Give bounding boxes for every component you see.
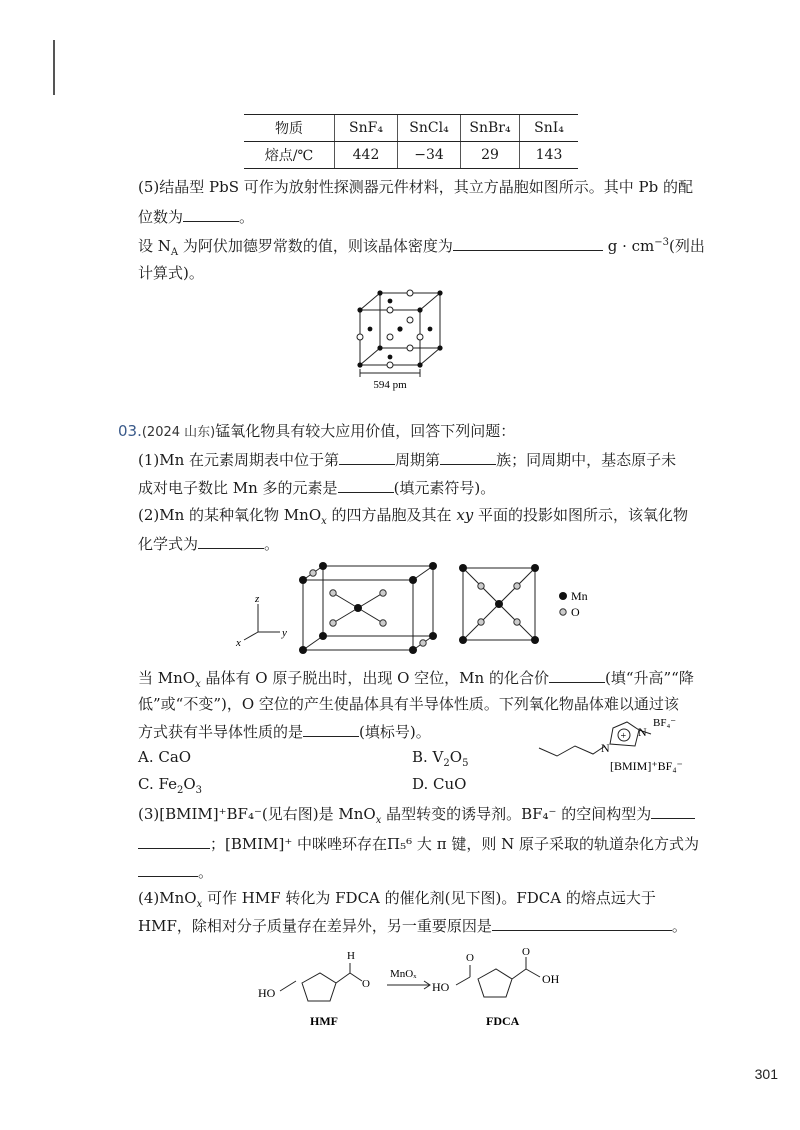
q03-text: (填“升高”“降 bbox=[604, 669, 694, 687]
answer-blank[interactable] bbox=[183, 205, 239, 222]
table-row-label: 熔点/℃ bbox=[244, 142, 335, 169]
s-atom bbox=[387, 307, 393, 313]
table-header-cell: SnF₄ bbox=[335, 115, 398, 142]
s-atom bbox=[387, 334, 393, 340]
bmim-plus-label: + bbox=[620, 731, 627, 742]
mn-atom bbox=[299, 646, 307, 654]
q03-part3-line2 bbox=[138, 832, 699, 855]
q5-line-4: 计算式)。 bbox=[138, 264, 204, 282]
mn-atom bbox=[429, 562, 437, 570]
q03-text: 平面的投影如图所示，该氧化物 bbox=[473, 506, 689, 524]
pb-atom bbox=[388, 355, 393, 360]
q03-part4-line2 bbox=[138, 914, 687, 937]
q03-text: 。 bbox=[264, 535, 280, 553]
hmf-ho-label: HO bbox=[258, 986, 276, 1000]
s-atom bbox=[387, 362, 393, 368]
q5-line-3 bbox=[138, 234, 705, 257]
axis-y-label: y bbox=[282, 627, 287, 639]
q03-part3-line1 bbox=[138, 802, 695, 825]
answer-blank[interactable] bbox=[492, 914, 672, 931]
fdca-oh-label: OH bbox=[542, 972, 560, 986]
option-c-text: C. Fe bbox=[138, 775, 177, 793]
mn-atom bbox=[319, 562, 327, 570]
fdca-o-label: O bbox=[466, 952, 474, 964]
s-atom bbox=[357, 334, 363, 340]
q03-sub: x bbox=[196, 899, 203, 910]
pb-atom bbox=[397, 326, 402, 331]
axis-z-label: z bbox=[255, 593, 260, 605]
pb-atom bbox=[428, 327, 433, 332]
q03-text: (填标号)。 bbox=[359, 723, 431, 741]
q03-sub: x bbox=[321, 516, 327, 527]
mn-atom bbox=[409, 576, 417, 584]
hmf-o-label: O bbox=[362, 978, 370, 990]
q03-text: 可作 HMF 转化为 FDCA 的催化剂(见下图)。FDCA 的熔点远大于 bbox=[202, 889, 656, 907]
legend-o-label: O bbox=[571, 605, 580, 619]
q03-part2-line4: 低”或“不变”)，O 空位的产生使晶体具有半导体性质。下列氧化物晶体难以通过该 bbox=[138, 695, 679, 713]
q5-text: 为阿伏加德罗常数的值，则该晶体密度为 bbox=[178, 237, 453, 255]
margin-rule bbox=[53, 40, 55, 95]
pb-atom bbox=[437, 345, 442, 350]
bmim-bf4-label: BF₄⁻ bbox=[653, 717, 677, 729]
axes bbox=[244, 604, 280, 640]
answer-blank[interactable] bbox=[138, 832, 210, 849]
answer-blank[interactable] bbox=[339, 448, 395, 465]
mn-atom bbox=[409, 646, 417, 654]
fdca-caption: FDCA bbox=[486, 1014, 520, 1028]
option-c-sub: 3 bbox=[195, 785, 203, 796]
question-source: (2024 山东) bbox=[141, 425, 216, 440]
option-b-sub: 2 bbox=[443, 758, 450, 769]
table-header-cell: 物质 bbox=[244, 115, 335, 142]
q03-text: 周期第 bbox=[395, 451, 441, 469]
table-header-cell: SnCl₄ bbox=[398, 115, 461, 142]
q03-text: 族；同周期中，基态原子未 bbox=[496, 451, 677, 469]
option-b-sub: 5 bbox=[462, 758, 469, 769]
q5-text: 。 bbox=[239, 208, 255, 226]
pb-atom bbox=[377, 290, 382, 295]
o-atom bbox=[380, 620, 386, 626]
fdca-o-label: O bbox=[522, 946, 530, 958]
s-atom bbox=[407, 345, 413, 351]
mn-atom bbox=[429, 632, 437, 640]
q03-text: (2)Mn 的某种氧化物 MnO bbox=[138, 506, 322, 524]
fdca-ho-label: HO bbox=[432, 980, 450, 994]
q5-unit: g · cm bbox=[607, 237, 655, 255]
q03-text: (4)MnO bbox=[138, 889, 197, 907]
mn-atom bbox=[354, 604, 362, 612]
q03-text: xy bbox=[456, 506, 474, 524]
q03-text: (3)[BMIM]⁺BF₄⁻(见右图)是 MnO bbox=[138, 805, 376, 823]
bmim-caption: [BMIM]⁺BF₄⁻ bbox=[610, 759, 683, 773]
mn-atom bbox=[531, 564, 539, 572]
hmf-ch2-bond bbox=[280, 981, 296, 991]
table-row bbox=[244, 142, 578, 169]
q03-text: 方式获有半导体性质的是 bbox=[138, 723, 304, 741]
q5-sup: −3 bbox=[654, 237, 669, 248]
pb-atom bbox=[417, 362, 422, 367]
axis-x-label: x bbox=[236, 637, 241, 649]
q03-part1-line2 bbox=[138, 476, 495, 499]
table-cell: 29 bbox=[461, 142, 520, 169]
q03-part2-line1 bbox=[138, 504, 688, 526]
hmf-to-fdca-scheme bbox=[250, 945, 590, 1035]
mnox-cell-figure bbox=[228, 560, 608, 660]
answer-blank[interactable] bbox=[138, 860, 198, 877]
option-c[interactable] bbox=[138, 773, 202, 795]
hmf-caption: HMF bbox=[310, 1014, 338, 1028]
bmim-structure-figure bbox=[535, 708, 695, 778]
table-cell: 442 bbox=[335, 142, 398, 169]
q03-sub: x bbox=[375, 815, 382, 826]
q03-text: 化学式为 bbox=[138, 535, 199, 553]
o-atom bbox=[380, 590, 386, 596]
pb-atom bbox=[357, 307, 362, 312]
q5-text: (列出 bbox=[668, 237, 705, 255]
o-atom bbox=[514, 583, 520, 589]
pb-atom bbox=[377, 345, 382, 350]
q03-text: ；[BMIM]⁺ 中咪唑环存在Π₅⁶ 大 π 键，则 N 原子采取的轨道杂化方式为 bbox=[210, 835, 699, 853]
s-atom bbox=[407, 290, 413, 296]
q03-part1-line1 bbox=[138, 448, 676, 471]
table-cell: −34 bbox=[398, 142, 461, 169]
q03-part2-line5 bbox=[138, 720, 431, 743]
q5-text: 位数为 bbox=[138, 208, 184, 226]
answer-blank[interactable] bbox=[453, 234, 603, 251]
answer-blank[interactable] bbox=[549, 666, 605, 683]
o-atom bbox=[310, 570, 316, 576]
table-header-row bbox=[244, 115, 578, 142]
mn-atom bbox=[531, 636, 539, 644]
pb-atom bbox=[388, 299, 393, 304]
mn-atom bbox=[319, 632, 327, 640]
pb-atom bbox=[417, 307, 422, 312]
q03-text: 成对电子数比 Mn 多的元素是 bbox=[138, 479, 338, 497]
o-atom bbox=[330, 590, 336, 596]
q03-text: 的四方晶胞及其在 bbox=[326, 506, 457, 524]
q03-part3-line3 bbox=[138, 860, 213, 883]
option-d[interactable]: D. CuO bbox=[412, 775, 467, 793]
q03-text: 晶体有 O 原子脱出时，出现 O 空位，Mn 的化合价 bbox=[200, 669, 549, 687]
option-b-text: O bbox=[449, 748, 463, 766]
answer-blank[interactable] bbox=[440, 448, 496, 465]
hmf-h-label: H bbox=[347, 950, 355, 962]
o-atom bbox=[330, 620, 336, 626]
q03-part2-line2 bbox=[138, 532, 279, 555]
option-b-text: B. V bbox=[412, 748, 444, 766]
pb-atom bbox=[368, 327, 373, 332]
q5-text: 设 N bbox=[138, 237, 171, 255]
q03-sub: x bbox=[195, 679, 201, 690]
option-c-sub: 2 bbox=[176, 785, 184, 796]
o-atom bbox=[478, 619, 484, 625]
answer-blank[interactable] bbox=[198, 532, 264, 549]
fdca-furan-ring bbox=[478, 969, 512, 997]
question-number: 03. bbox=[118, 422, 142, 440]
q5-line-1: (5)结晶型 PbS 可作为放射性探测器元件材料，其立方晶胞如图所示。其中 Pb 的配 bbox=[138, 178, 693, 196]
bmim-n-label: N bbox=[638, 725, 647, 739]
bmim-n-label: N bbox=[601, 741, 610, 755]
legend-mn-marker bbox=[559, 592, 567, 600]
s-atom bbox=[417, 334, 423, 340]
o-atom bbox=[514, 619, 520, 625]
q03-text: 当 MnO bbox=[138, 669, 196, 687]
hmf-furan-ring bbox=[302, 973, 336, 1001]
table-cell: 143 bbox=[520, 142, 579, 169]
legend-o-marker bbox=[560, 609, 566, 615]
table-header-cell: SnI₄ bbox=[520, 115, 579, 142]
question-intro: 锰氧化物具有较大应用价值，回答下列问题： bbox=[215, 422, 516, 440]
legend-mn-label: Mn bbox=[571, 589, 588, 603]
pb-atom bbox=[437, 290, 442, 295]
option-a[interactable]: A. CaO bbox=[138, 748, 192, 766]
option-c-text: O bbox=[183, 775, 196, 793]
q03-text: 。 bbox=[198, 863, 214, 881]
table-header-cell: SnBr₄ bbox=[461, 115, 520, 142]
q5-sub: A bbox=[170, 247, 179, 258]
q03-text: (填元素符号)。 bbox=[393, 479, 496, 497]
answer-blank[interactable] bbox=[338, 476, 394, 493]
mn-atom bbox=[299, 576, 307, 584]
q03-text: 。 bbox=[671, 917, 687, 935]
pb-atom bbox=[357, 362, 362, 367]
option-b[interactable] bbox=[412, 746, 468, 768]
q03-text: HMF，除相对分子质量存在差异外，另一重要原因是 bbox=[138, 917, 492, 935]
o-atom bbox=[420, 640, 426, 646]
o-atom bbox=[478, 583, 484, 589]
answer-blank[interactable] bbox=[303, 720, 359, 737]
q03-text: (1)Mn 在元素周期表中位于第 bbox=[138, 451, 340, 469]
s-atom bbox=[407, 317, 413, 323]
mn-atom bbox=[459, 564, 467, 572]
mn-atom bbox=[459, 636, 467, 644]
q03-header bbox=[118, 420, 515, 444]
q03-part4-line1 bbox=[138, 887, 656, 909]
melting-point-table bbox=[244, 114, 578, 169]
mn-atom bbox=[495, 600, 503, 608]
q03-text: 晶型转变的诱导剂。BF₄⁻ 的空间构型为 bbox=[381, 805, 652, 823]
pbs-unit-cell-figure bbox=[350, 285, 450, 395]
q03-part2-line3 bbox=[138, 666, 694, 689]
answer-blank[interactable] bbox=[651, 802, 695, 819]
q5-line-2 bbox=[138, 205, 254, 228]
catalyst-label: MnOₓ bbox=[390, 968, 417, 980]
cell-edge-label: 594 pm bbox=[373, 379, 407, 391]
page-number: 301 bbox=[754, 1066, 778, 1082]
